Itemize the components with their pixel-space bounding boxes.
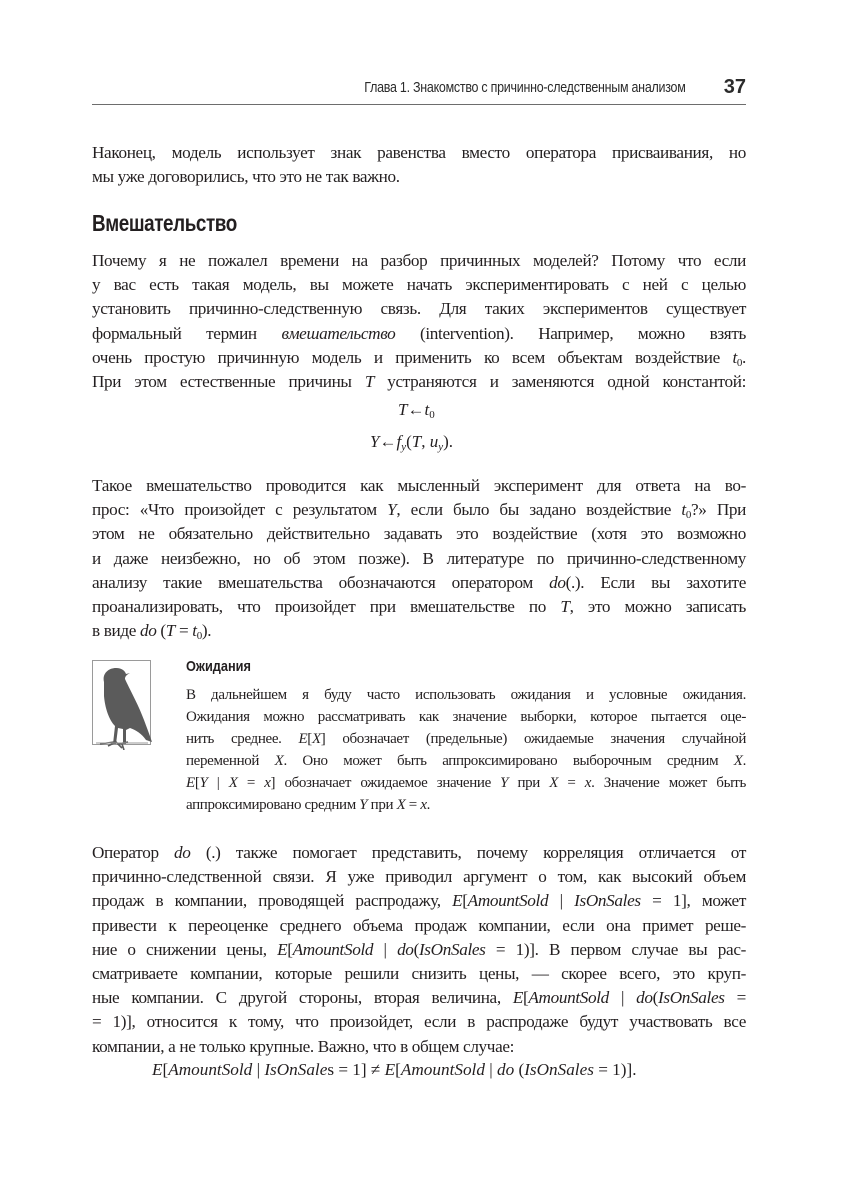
text-line: = 1)], относится к тому, что произойдет, если в распродаже будут участвовать все — [92, 1012, 746, 1032]
math-var: AmountSold — [292, 939, 374, 959]
arrow-symbol: ← — [407, 400, 425, 419]
math-var: T — [560, 597, 570, 617]
text: = — [405, 797, 421, 813]
math-var: T — [398, 400, 408, 419]
text-line: у вас есть такая модель, вы можете начать экспериментировать с ней с целью — [92, 275, 746, 295]
text-line: Почему я не пожалел времени на разбор причинных моделей? Потому что если — [92, 251, 746, 270]
math-var: IsOnSales — [658, 988, 725, 1008]
bracket: [ — [523, 988, 529, 1008]
text: анализу такие вмешательства обозначаются оператором — [92, 572, 550, 592]
math-var: AmountSold — [400, 1060, 485, 1079]
text: = — [724, 988, 746, 1008]
text-line — [92, 370, 746, 394]
running-title: Глава 1. Знакомство с причинно-следственным анализом — [364, 80, 686, 96]
math-var: IsOnSale — [264, 1060, 328, 1079]
text: при — [367, 797, 397, 813]
text: При этом естественные причины — [92, 372, 365, 392]
comma: , — [421, 432, 430, 451]
text: нить среднее. — [186, 731, 299, 747]
math-op: do — [636, 988, 653, 1008]
bar: | — [548, 891, 575, 911]
bracket: [ — [287, 939, 293, 959]
text-line — [186, 750, 746, 772]
math-sub: 0 — [685, 509, 691, 522]
bar: | — [373, 939, 398, 959]
text: = — [175, 621, 193, 641]
math-var: X — [549, 775, 559, 791]
math-var: E — [452, 891, 463, 911]
math-var: AmountSold — [168, 1060, 253, 1079]
math-var: T — [364, 372, 375, 392]
paren: ( — [406, 432, 412, 451]
bracket: [ — [194, 775, 200, 791]
text-line — [92, 571, 746, 595]
text-line: этом не обязательно действительно задавать это воздействие (хотя это возможно — [92, 524, 746, 544]
math-var: E — [277, 939, 288, 959]
text: при — [508, 775, 550, 791]
math-var: E — [384, 1060, 396, 1079]
text-line — [92, 986, 746, 1010]
text-line: Ожидания можно рассматривать как значение выборки, которое пытается оце- — [186, 709, 746, 725]
term-emphasis: вмешательство — [281, 323, 396, 343]
bar: | — [252, 1060, 265, 1079]
math-var: X — [396, 797, 406, 813]
text-line — [92, 841, 746, 865]
math-sub: 0 — [196, 630, 202, 643]
math-sub: 0 — [736, 356, 743, 369]
bracket: [ — [462, 891, 468, 911]
math-op: do — [174, 843, 191, 862]
math-var: Y — [359, 797, 368, 813]
math-sub: y — [438, 441, 444, 453]
bar: | — [484, 1060, 497, 1079]
text: = 1)]. — [593, 1060, 637, 1079]
text: прос: «Что произойдет с результатом — [92, 500, 388, 520]
text: , если было бы задано воздействие — [396, 500, 682, 520]
text-line: установить причинно-следственную связь. Для таких экспериментов существует — [92, 299, 746, 319]
math-var: X — [228, 775, 238, 791]
paragraph-thought-experiment — [92, 474, 746, 643]
text-line — [186, 728, 746, 750]
paragraph-do-operator — [92, 841, 746, 1059]
text-line: сматриваете компании, которые решили снизить цены, — скорее всего, это круп- — [92, 964, 746, 984]
section-heading: Вмешательство — [92, 210, 237, 236]
math-var: T — [165, 621, 175, 641]
equation-2 — [370, 432, 453, 452]
text-line — [92, 595, 746, 619]
text: ). — [201, 621, 212, 641]
note-title: Ожидания — [186, 658, 251, 675]
text: проанализировать, что произойдет при вмешательстве по — [92, 597, 561, 617]
arrow-symbol: ← — [379, 432, 397, 451]
math-var: E — [186, 775, 195, 791]
math-var: IsOnSales — [418, 939, 486, 959]
math-var: t — [192, 621, 197, 641]
math-var: x — [420, 797, 427, 813]
text: Оператор — [92, 843, 175, 862]
math-var: Y — [199, 775, 208, 791]
paragraph-intervention — [92, 249, 746, 394]
intro-paragraph — [92, 141, 746, 189]
text: . — [426, 797, 431, 813]
text: . Значение может быть — [591, 775, 746, 791]
math-var: X — [733, 753, 743, 769]
note-body — [186, 684, 746, 816]
math-var: IsOnSales — [574, 891, 641, 911]
math-op: do — [496, 1060, 515, 1079]
text: формальный термин — [92, 323, 282, 343]
math-var: IsOnSales — [524, 1060, 594, 1079]
text-line: и даже неизбежно, но об этом позже). В литературе по причинно-следственному — [92, 548, 746, 568]
text-line — [92, 498, 746, 522]
math-var: t — [732, 347, 737, 367]
text-line: Такое вмешательство проводится как мысленный эксперимент для ответа на во- — [92, 476, 746, 495]
text: ние о снижении цены, — [92, 939, 278, 959]
text-line: причинно-следственной связи. Я уже приводил аргумент о том, как высокий объем — [92, 867, 746, 887]
text: = 1)]. В первом случае вы рас- — [485, 939, 746, 959]
equation-1 — [398, 400, 435, 420]
running-header — [92, 74, 746, 105]
text: s = 1] ≠ — [327, 1060, 385, 1079]
paren: ( — [413, 939, 419, 959]
text: в виде — [92, 621, 140, 641]
math-var: E — [152, 1060, 163, 1079]
text-line — [92, 938, 746, 962]
math-var: Y — [500, 775, 509, 791]
math-var: x — [264, 775, 271, 791]
bar: | — [608, 988, 637, 1008]
text: = 1], может — [640, 891, 746, 911]
text: , это можно записать — [569, 597, 746, 617]
text: очень простую причинную модель и применить ко всем объектам воздействие — [92, 347, 733, 367]
text: продаж в компании, проводящей распродажу, — [92, 891, 453, 911]
bracket: [ — [307, 731, 312, 747]
text: аппроксимировано средним — [186, 797, 360, 813]
math-op: do — [549, 572, 566, 592]
math-var: T — [411, 432, 422, 451]
text: . Оно может быть аппроксимировано выборочным средним — [283, 753, 734, 769]
math-var: u — [429, 432, 439, 451]
text-line: мы уже договорились, что это не так важно. — [92, 167, 400, 187]
math-var: f — [396, 432, 402, 451]
bracket: [ — [162, 1060, 169, 1079]
text-line — [186, 772, 746, 794]
text: = — [237, 775, 265, 791]
math-var: X — [311, 731, 321, 747]
math-sub: y — [401, 441, 407, 453]
bracket: [ — [395, 1060, 401, 1079]
math-op: do — [397, 939, 414, 959]
math-var: x — [584, 775, 592, 791]
text-line — [186, 794, 746, 816]
text-line: привести к переоценке среднего объема продаж компании, если она примет реше- — [92, 915, 746, 935]
math-var: X — [274, 753, 284, 769]
bar: | — [207, 775, 229, 791]
text: ] обозначает ожидаемое значение — [270, 775, 501, 791]
final-equation — [152, 1060, 637, 1080]
math-var: E — [512, 988, 524, 1008]
text: . — [742, 347, 746, 367]
text: ( — [156, 621, 166, 641]
text-line: В дальнейшем я буду часто использовать ожидания и условные ожидания. — [186, 687, 746, 703]
math-var: E — [298, 731, 308, 747]
text: устраняются и заменяются одной константой: — [374, 372, 747, 392]
math-var: t — [424, 400, 430, 419]
page-number: 37 — [723, 76, 746, 98]
text: (.) также помогает представить, почему корреляция отличается от — [190, 843, 746, 862]
paren: ( — [514, 1060, 525, 1079]
math-var: AmountSold — [528, 988, 609, 1008]
paren: ( — [652, 988, 659, 1008]
text-line — [92, 619, 746, 643]
text: = — [558, 775, 585, 791]
text: ?» При — [690, 500, 747, 520]
math-sub: 0 — [429, 409, 435, 421]
text-line — [92, 346, 746, 370]
text-line — [92, 322, 746, 346]
text-line: Наконец, модель использует знак равенства вместо оператора присваивания, но — [92, 143, 746, 162]
text: (intervention). Например, можно взять — [395, 323, 746, 343]
text-line: компании, а не только крупные. Важно, что в общем случае: — [92, 1036, 515, 1056]
math-var: Y — [370, 432, 380, 451]
text: . — [742, 753, 746, 769]
crow-icon — [92, 660, 152, 750]
math-var: Y — [387, 500, 397, 520]
text-line — [92, 889, 746, 913]
text: переменной — [186, 753, 275, 769]
text: ные компании. С другой стороны, вторая величина, — [92, 988, 513, 1008]
text: ] обозначает (предельные) ожидаемые значения случайной — [320, 731, 746, 747]
text: (.). Если вы захотите — [565, 572, 746, 592]
math-var: t — [681, 500, 686, 520]
math-op: do — [139, 621, 157, 641]
paren: ). — [443, 432, 454, 451]
math-var: AmountSold — [467, 891, 549, 911]
